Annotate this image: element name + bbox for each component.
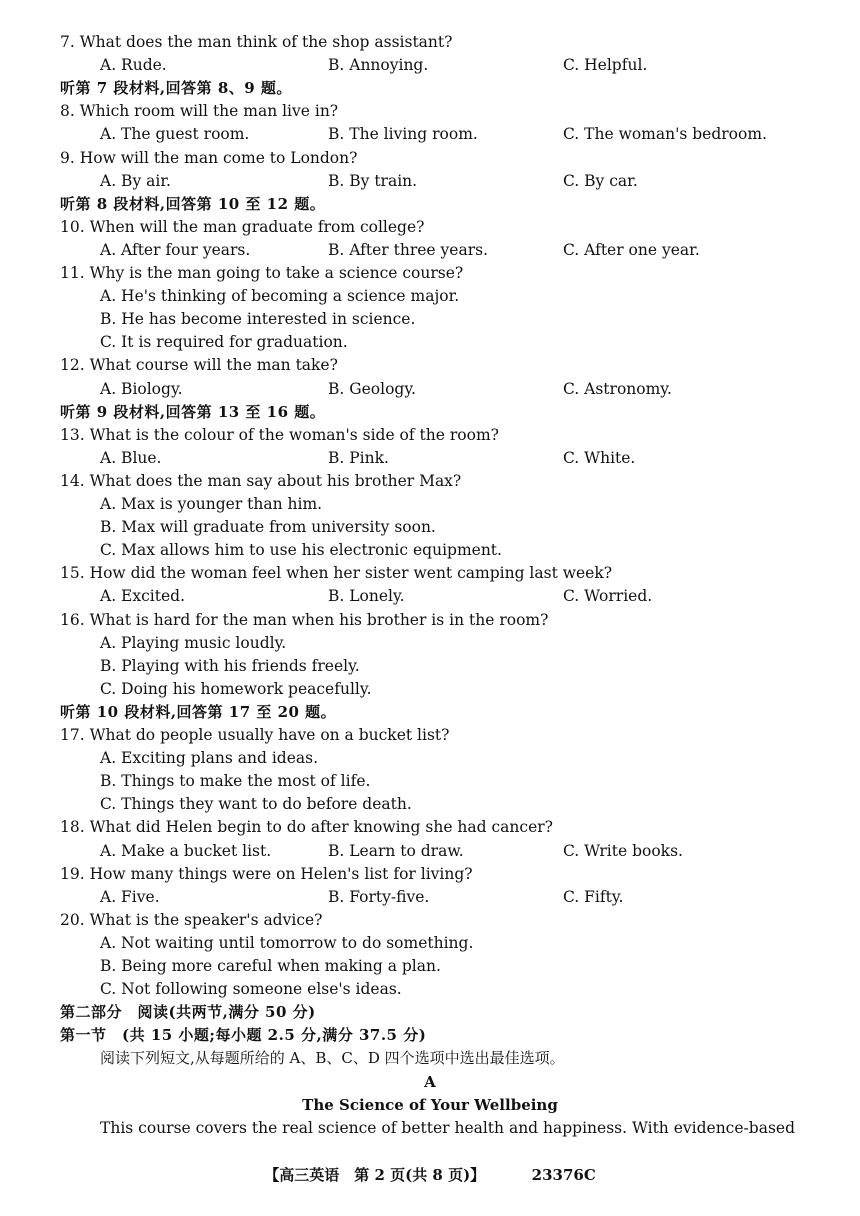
section-instruction: 听第 9 段材料,回答第 13 至 16 题。 (60, 402, 326, 421)
answer-option: A. Exciting plans and ideas. (100, 749, 318, 768)
section-instruction: 第二部分 阅读(共两节,满分 50 分) (60, 1003, 316, 1022)
question-stem: 16. What is hard for the man when his brother is in the room? (60, 610, 549, 629)
answer-option: C. After one year. (563, 240, 700, 259)
footer-title: 【高三英语 第 2 页(共 8 页)】 (264, 1166, 486, 1184)
option-row (60, 840, 840, 863)
option-row (60, 886, 840, 909)
answer-option: B. Playing with his friends freely. (100, 656, 360, 675)
answer-option: C. Max allows him to use his electronic equipment. (100, 541, 502, 560)
answer-option: B. Things to make the most of life. (100, 772, 371, 791)
question-stem: 15. How did the woman feel when her sister went camping last week? (60, 564, 613, 583)
answer-option: B. After three years. (328, 240, 488, 259)
question-stem: 13. What is the colour of the woman's side of the room? (60, 425, 499, 444)
answer-option: C. The woman's bedroom. (563, 125, 767, 144)
answer-option: C. Fifty. (563, 887, 624, 906)
answer-option: A. Not waiting until tomorrow to do something. (100, 933, 474, 952)
answer-option: A. He's thinking of becoming a science major. (100, 287, 460, 306)
question-stem: 7. What does the man think of the shop assistant? (60, 33, 453, 51)
answer-option: B. He has become interested in science. (100, 310, 416, 329)
question-stem: 11. Why is the man going to take a science course? (60, 264, 464, 282)
passage-heading: A (424, 1072, 436, 1091)
answer-option: C. Helpful. (563, 56, 648, 75)
reading-instruction: 阅读下列短文,从每题所给的 A、B、C、D 四个选项中选出最佳选项。 (100, 1049, 565, 1068)
answer-option: B. Geology. (328, 379, 416, 398)
question-stem: 14. What does the man say about his brother Max? (60, 471, 462, 490)
answer-option: A. By air. (100, 171, 171, 190)
option-row (60, 585, 840, 608)
question-stem: 8. Which room will the man live in? (60, 102, 339, 121)
option-row (60, 54, 840, 77)
answer-option: A. The guest room. (100, 125, 250, 144)
answer-option: B. Lonely. (328, 587, 405, 606)
section-instruction: 听第 10 段材料,回答第 17 至 20 题。 (60, 702, 337, 721)
answer-option: A. Excited. (100, 587, 185, 606)
option-row (60, 170, 840, 193)
footer-code: 23376C (531, 1166, 596, 1184)
option-row (60, 239, 840, 262)
answer-option: A. Blue. (100, 448, 162, 467)
answer-option: C. Astronomy. (563, 379, 672, 398)
answer-option: C. Worried. (563, 587, 653, 606)
answer-option: C. By car. (563, 171, 638, 190)
answer-option: B. The living room. (328, 125, 478, 144)
section-instruction: 第一节 (共 15 小题;每小题 2.5 分,满分 37.5 分) (60, 1026, 427, 1045)
section-instruction: 听第 7 段材料,回答第 8、9 题。 (60, 79, 292, 98)
question-stem: 19. How many things were on Helen's list for living? (60, 864, 473, 883)
answer-option: C. Not following someone else's ideas. (100, 980, 402, 999)
answer-option: B. By train. (328, 171, 418, 190)
question-stem: 12. What course will the man take? (60, 356, 338, 375)
answer-option: A. Make a bucket list. (100, 841, 272, 860)
answer-option: A. Max is younger than him. (100, 495, 323, 513)
option-row (60, 447, 840, 470)
answer-option: B. Pink. (328, 448, 389, 467)
question-stem: 9. How will the man come to London? (60, 148, 358, 167)
passage-heading: The Science of Your Wellbeing (302, 1095, 558, 1114)
question-stem: 18. What did Helen begin to do after knowing she had cancer? (60, 818, 553, 837)
section-instruction: 听第 8 段材料,回答第 10 至 12 题。 (60, 194, 326, 213)
answer-option: A. Playing music loudly. (100, 633, 287, 652)
answer-option: A. After four years. (100, 240, 251, 259)
option-row (60, 378, 840, 401)
answer-option: C. Things they want to do before death. (100, 795, 412, 814)
question-stem: 10. When will the man graduate from college? (60, 217, 425, 236)
question-stem: 17. What do people usually have on a bucket list? (60, 726, 450, 744)
answer-option: B. Annoying. (328, 56, 429, 75)
passage-text: This course covers the real science of better health and happiness. With evidence-based (100, 1118, 795, 1137)
question-stem: 20. What is the speaker's advice? (60, 910, 323, 929)
answer-option: B. Max will graduate from university soon. (100, 518, 436, 537)
option-row (60, 123, 840, 146)
answer-option: A. Five. (100, 887, 160, 906)
answer-option: B. Being more careful when making a plan. (100, 957, 441, 975)
answer-option: A. Rude. (100, 56, 167, 75)
page-footer (0, 1164, 860, 1187)
answer-option: A. Biology. (100, 379, 183, 398)
answer-option: C. It is required for graduation. (100, 333, 348, 352)
answer-option: B. Forty-five. (328, 887, 430, 906)
answer-option: C. Doing his homework peacefully. (100, 679, 372, 698)
answer-option: B. Learn to draw. (328, 841, 464, 860)
answer-option: C. Write books. (563, 841, 683, 860)
answer-option: C. White. (563, 448, 636, 467)
